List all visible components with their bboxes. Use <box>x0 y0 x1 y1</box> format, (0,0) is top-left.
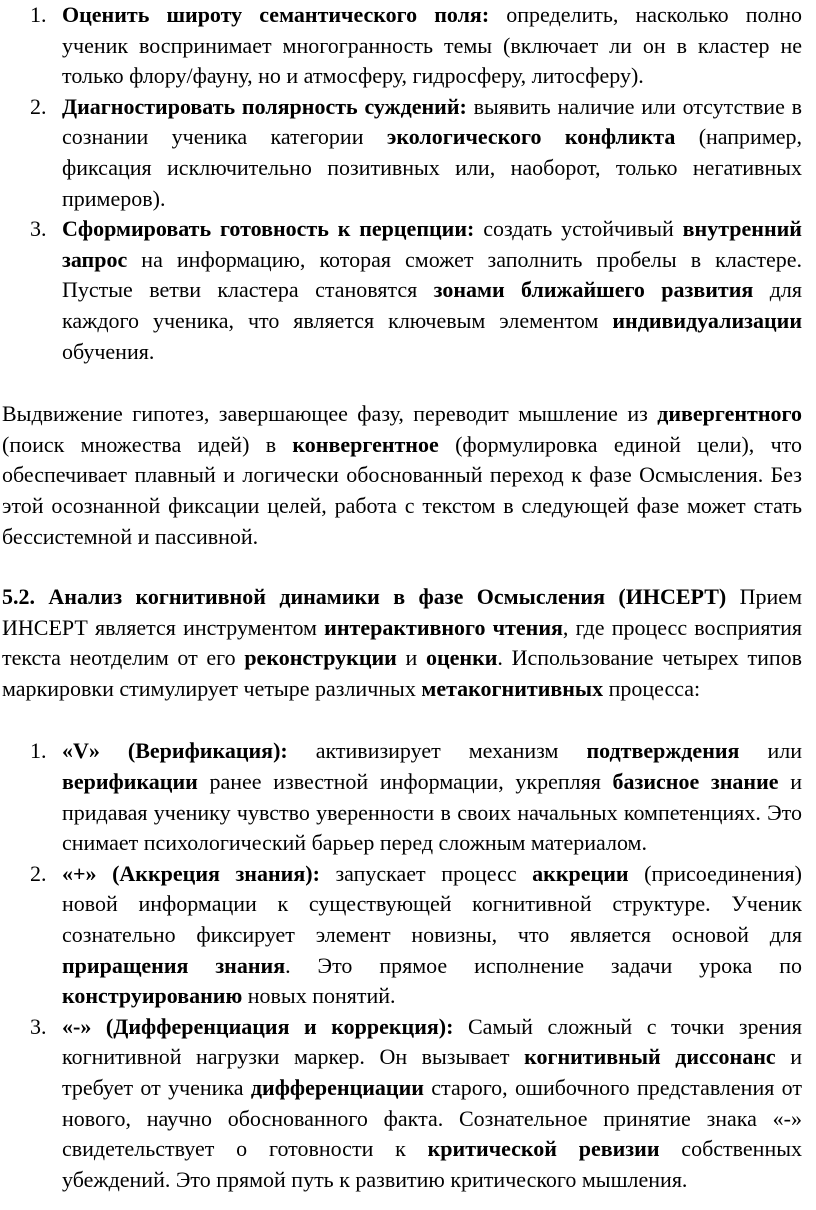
text-run: для каждого ученика, что является ключевым элементом <box>62 277 802 333</box>
bold-text: когнитивный диссонанс <box>524 1044 776 1070</box>
bold-text: «-» (Дифференциация и коррекция): <box>62 1013 454 1039</box>
bold-text: дифференциации <box>250 1075 424 1100</box>
marker-item-1 <box>0 736 816 858</box>
text-run: и требует от ученика <box>62 1044 802 1100</box>
markers-list <box>0 736 816 1195</box>
list-number: 2. <box>30 93 47 119</box>
goals-list <box>0 0 816 367</box>
text-run: процесса: <box>603 675 701 701</box>
text-run: (формулировка единой цели), что обеспечивает плавный и логически обоснованный переход к фазе Осмысления. Без этой осознанной фиксации целей, работа с текстом в следующей фазе может стать бессистемной и пассивной. <box>2 431 802 549</box>
hypothesis-paragraph <box>0 399 816 552</box>
text-run: . Использование четырех типов маркировки стимулирует четыре различных <box>2 645 803 701</box>
text-run: . Это прямое исполнение задачи урока по <box>285 952 803 978</box>
bold-text: базисное знание <box>612 769 779 795</box>
bold-text: Диагностировать полярность суждений: <box>62 93 467 119</box>
bold-text: Сформировать готовность к перцепции: <box>62 216 475 242</box>
bold-text: метакогнитивных <box>421 675 604 701</box>
bold-text: приращения знания <box>62 952 286 978</box>
text-run: создать устойчивый <box>474 216 683 242</box>
bold-text: реконструкции <box>244 645 397 671</box>
spacer <box>0 704 816 736</box>
bold-text: аккреции <box>532 860 629 886</box>
text-run: определить, насколько полно ученик воспринимает многогранность темы (включает ли он в кластер не только флору/фауну, но и атмосферу, гидросферу, литосферу). <box>62 2 802 89</box>
bold-text: 5.2. Анализ когнитивной динамики в фазе Осмысления (ИНСЕРТ) <box>2 584 727 610</box>
bold-text: экологического конфликта <box>386 124 676 150</box>
text-run: , где процесс восприятия текста неотделим от его <box>2 614 803 671</box>
list-number: 2. <box>30 860 47 886</box>
bold-text: «+» (Аккреция знания): <box>62 860 320 886</box>
text-run: (например, фиксация исключительно позитивных или, наоборот, только негативных примеров). <box>62 124 803 211</box>
bold-text: внутренний запрос <box>62 216 802 272</box>
bold-text: Оценить широту семантического поля: <box>62 2 490 27</box>
bold-text: «V» (Верификация): <box>62 738 288 764</box>
list-number: 1. <box>30 2 47 27</box>
text-run: новых понятий. <box>242 983 396 1009</box>
text-run: или <box>739 738 802 764</box>
text-run: Прием ИНСЕРТ является инструментом <box>2 584 802 640</box>
text-run: запускает процесс <box>319 860 533 886</box>
marker-item-3 <box>0 1012 816 1196</box>
spacer <box>0 367 816 399</box>
bold-text: верификации <box>62 769 198 795</box>
text-run: обучения. <box>62 338 155 364</box>
bold-text: дивергентного <box>657 401 802 427</box>
goal-item-3 <box>0 214 816 367</box>
bold-text: подтверждения <box>586 738 740 764</box>
text-run: Самый сложный с точки зрения когнитивной нагрузки маркер. Он вызывает <box>62 1013 802 1070</box>
goal-item-2 <box>0 92 816 214</box>
bold-text: интерактивного чтения <box>324 614 563 640</box>
list-number: 3. <box>30 216 47 242</box>
bold-text: оценки <box>425 645 498 671</box>
text-run: на информацию, которая сможет заполнить пробелы в кластере. Пустые ветви кластера становятся <box>62 246 802 303</box>
text-run: Выдвижение гипотез, завершающее фазу, переводит мышление из <box>2 401 658 427</box>
goal-item-1 <box>0 0 816 92</box>
text-run: собственных убеждений. Это прямой путь к развитию критического мышления. <box>62 1136 802 1192</box>
bold-text: зонами ближайшего развития <box>433 277 754 303</box>
text-run: (присоединения) новой информации к существующей когнитивной структуре. Ученик сознательно фиксирует элемент новизны, что является основой для <box>62 860 802 948</box>
spacer <box>0 552 816 582</box>
list-number: 1. <box>30 738 47 764</box>
marker-item-2 <box>0 859 816 1012</box>
text-run: выявить наличие или отсутствие в сознании ученика категории <box>62 93 802 150</box>
text-run: и придавая ученику чувство уверенности в своих начальных компетенциях. Это снимает психологический барьер перед сложным материалом. <box>62 769 802 856</box>
bold-text: индивидуализации <box>612 307 802 333</box>
list-number: 3. <box>30 1013 47 1039</box>
text-run: ранее известной информации, укрепляя <box>197 769 613 795</box>
bold-text: конвергентное <box>292 431 439 457</box>
text-run: активизирует механизм <box>287 738 587 764</box>
insert-analysis-paragraph <box>0 582 816 704</box>
bold-text: критической ревизии <box>427 1136 660 1162</box>
text-run: (поиск множества идей) в <box>2 431 293 457</box>
text-run: старого, ошибочного представления от нового, научно обоснованного факта. Сознательное принятие знака «-» свидетельствует о готовности к <box>62 1075 802 1162</box>
text-run: и <box>396 645 426 671</box>
bold-text: конструированию <box>62 983 243 1009</box>
